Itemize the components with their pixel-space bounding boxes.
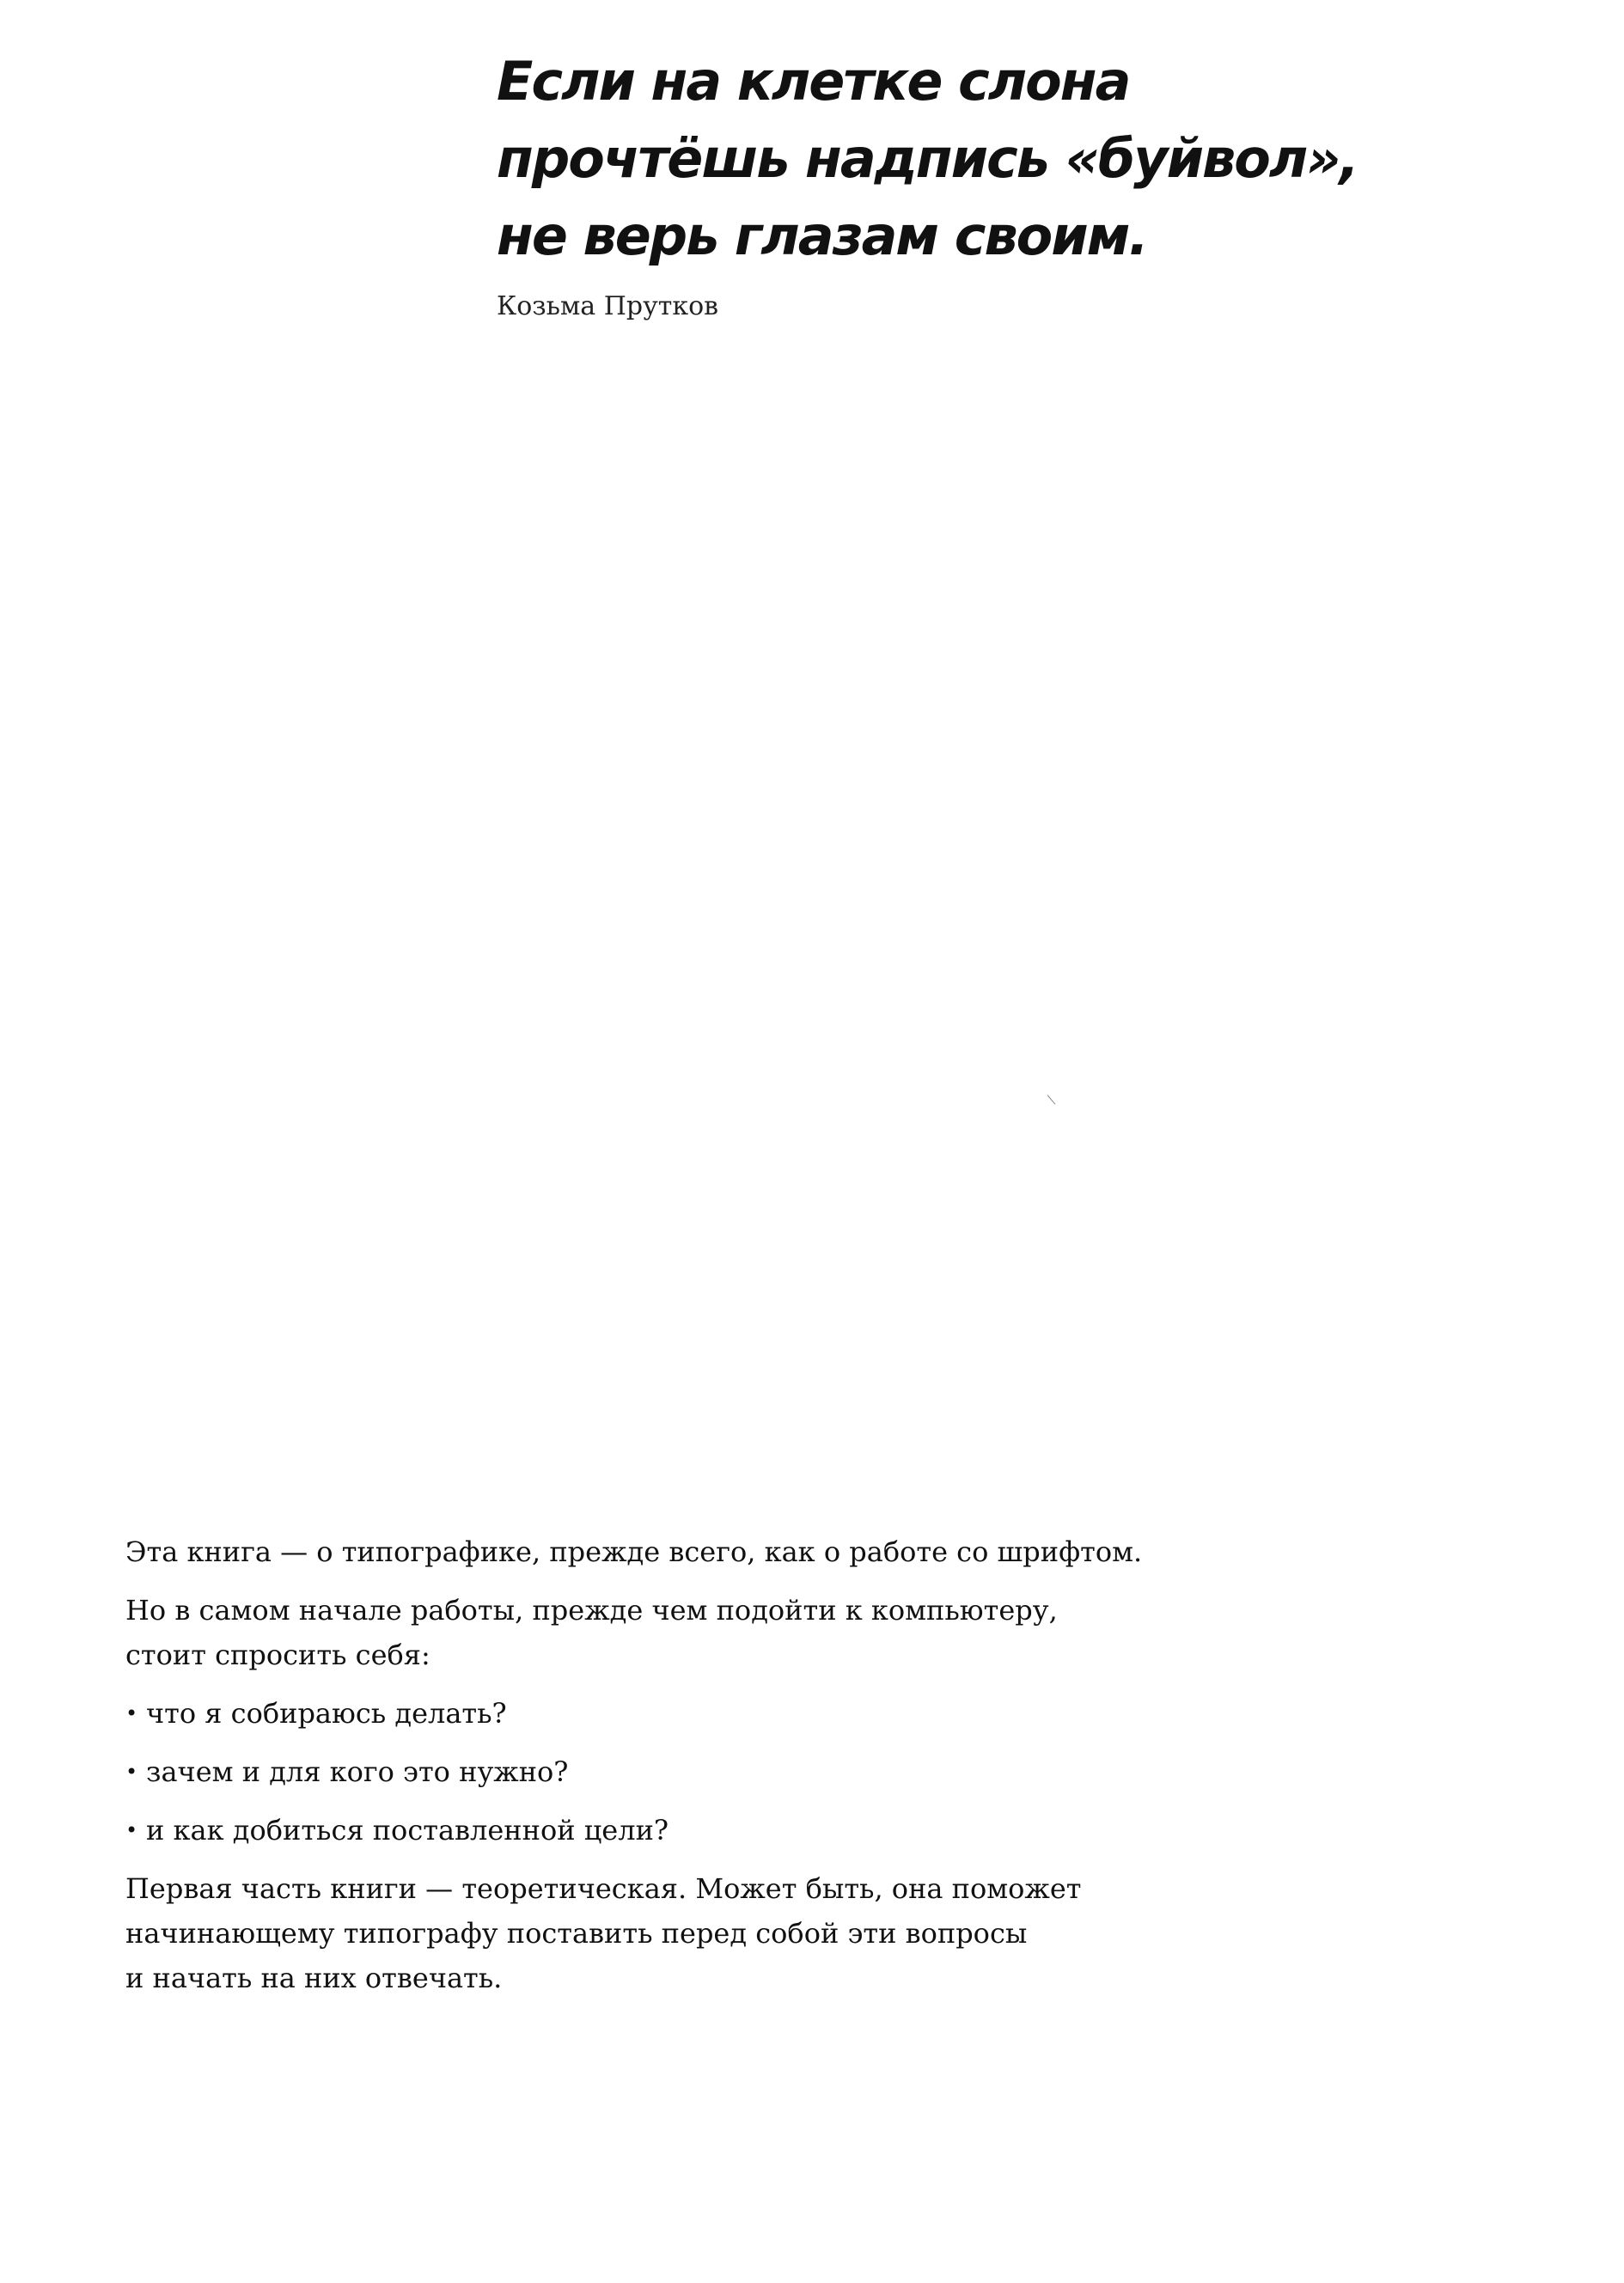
intro-paragraph-3 bbox=[125, 1866, 1242, 2000]
epigraph-quote-line: не верь глазам своим. bbox=[497, 204, 1147, 267]
intro-paragraph-2-line: стоит спросить себя: bbox=[125, 1639, 430, 1671]
intro-paragraph-1: Эта книга — о типографике, прежде всего, как о работе со шрифтом. bbox=[125, 1535, 1143, 1568]
intro-paragraph-3-line: начинающему типографу поставить перед собой эти вопросы bbox=[125, 1917, 1028, 1950]
epigraph-quote bbox=[497, 43, 1562, 275]
epigraph-quote-line: прочтёшь надпись «буйвол», bbox=[497, 127, 1358, 190]
question-list bbox=[125, 1691, 1242, 1853]
intro-paragraph-3-line: Первая часть книги — теоретическая. Может быть, она поможет bbox=[125, 1872, 1082, 1905]
intro-paragraph-2-line: Но в самом начале работы, прежде чем подойти к компьютеру, bbox=[125, 1594, 1058, 1627]
question-list-item: • и как добиться поставленной цели? bbox=[125, 1808, 1242, 1853]
intro-paragraph-3-line: и начать на них отвечать. bbox=[125, 1962, 503, 1994]
question-list-item: • зачем и для кого это нужно? bbox=[125, 1749, 1242, 1794]
intro-text bbox=[125, 1529, 1242, 2014]
intro-paragraph-2 bbox=[125, 1588, 1242, 1677]
question-list-item: • что я собираюсь делать? bbox=[125, 1691, 1242, 1736]
epigraph bbox=[497, 43, 1562, 323]
epigraph-author: Козьма Прутков bbox=[497, 291, 719, 321]
scan-artifact-mark bbox=[1047, 1095, 1056, 1104]
epigraph-quote-line: Если на клетке слона bbox=[497, 50, 1130, 113]
